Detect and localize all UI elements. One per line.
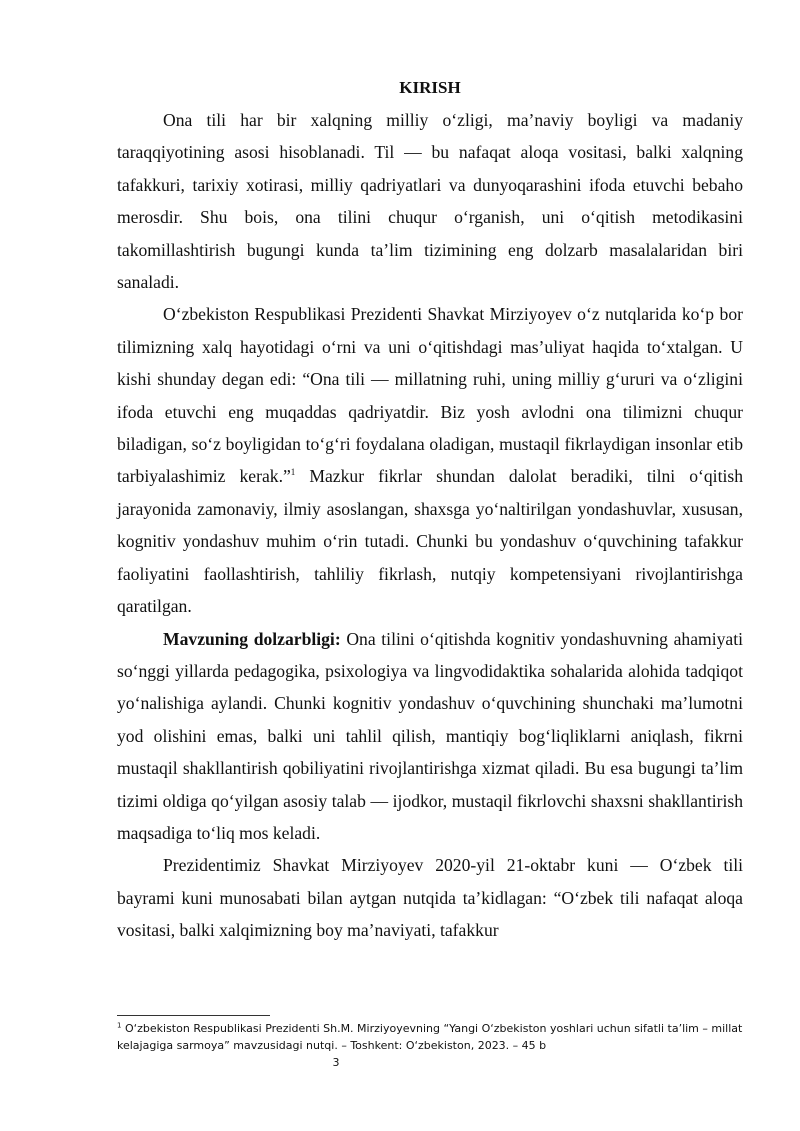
page-number: 3 <box>332 1056 340 1069</box>
paragraph-3-text: Ona tilini o‘qitishda kognitiv yondashuvning ahamiyati so‘nggi yillarda pedagogika, psixologiya va lingvodidaktika sohalarida alohida tadqiqot yo‘nalishiga aylandi. Chunki kognitiv yondashuv o‘quvchining shunchaki ma’lumotni yod olishini emas, balki uni tahlil qilish, mantiqiy bog‘liqliklarni aniqlash, fikrni mustaqil shakllantirish qobiliyatini rivojlantirishga xizmat qiladi. Bu esa bugungi ta’lim tizimi oldiga qo‘yilgan asosiy talab — ijodkor, mustaqil fikrlovchi shaxsni shakllantirish maqsadiga to‘liq mos keladi. <box>117 628 743 843</box>
paragraph-2-quote: O‘zbekiston Respublikasi Prezidenti Shavkat Mirziyoyev o‘z nutqlarida ko‘p bor tilimizning xalq hayotidagi o‘rni va uni o‘qitishdagi mas’uliyat haqida to‘xtalgan. U kishi shunday degan edi: “Ona tili — millatning ruhi, uning milliy g‘ururi va o‘zligini ifoda etuvchi eng muqaddas qadriyatdir. Biz yosh avlodni ona tilimizni chuqur biladigan, so‘z boyligidan to‘g‘ri foydalana oladigan, mustaqil fikrlaydigan insonlar etib tarbiyalashimiz kerak.” <box>117 304 743 487</box>
paragraph-2-continuation: Mazkur fikrlar shundan dalolat beradiki, tilni o‘qitish jarayonida zamonaviy, ilmiy asoslangan, shaxsga yo‘naltirilgan yondashuvlar, xususan, kognitiv yondashuv muhim o‘rin tutadi. Chunki bu yondashuv o‘quvchining tafakkur faoliyatini faollashtirish, tahliliy fikrlash, nutqiy kompetensiyani rivojlantirishga qaratilgan. <box>117 466 743 617</box>
paragraph-1: Ona tili har bir xalqning milliy o‘zligi, ma’naviy boyligi va madaniy taraqqiyotining asosi hisoblanadi. Til — bu nafaqat aloqa vositasi, balki xalqning tafakkuri, tarixiy xotirasi, milliy qadriyatlari va dunyoqarashini ifoda etuvchi bebaho merosdir. Shu bois, ona tilini chuqur o‘rganish, uni o‘qitish metodikasini takomillashtirish bugungi kunda ta’lim tizimining eng dolzarb masalalaridan biri sanaladi. <box>117 110 743 293</box>
paragraph-3-lead: Mavzuning dolzarbligi: <box>163 628 341 649</box>
footnote <box>117 1020 747 1054</box>
paragraph-3 <box>117 623 743 850</box>
footnote-separator <box>117 1015 270 1016</box>
paragraph-4: Prezidentimiz Shavkat Mirziyoyev 2020-yil 21-oktabr kuni — O‘zbek tili bayrami kuni munosabati bilan aytgan nutqida ta’kidlagan: “O‘zbek tili nafaqat aloqa vositasi, balki xalqimizning boy ma’naviyati, tafakkur <box>117 855 743 941</box>
paragraph-2 <box>117 298 743 622</box>
footnote-number: 1 <box>117 1021 122 1030</box>
footnote-reference[interactable]: 1 <box>290 467 296 478</box>
footnote-text: O‘zbekiston Respublikasi Prezidenti Sh.M. Mirziyoyevning “Yangi O‘zbekiston yoshlari uchun sifatli ta’lim – millat kelajagiga sarmoya” mavzusidagi nutqi. – Toshkent: O‘zbekiston, 2023. – 45 b <box>117 1022 743 1052</box>
section-heading: KIRISH <box>399 78 461 97</box>
body-text <box>117 104 743 947</box>
